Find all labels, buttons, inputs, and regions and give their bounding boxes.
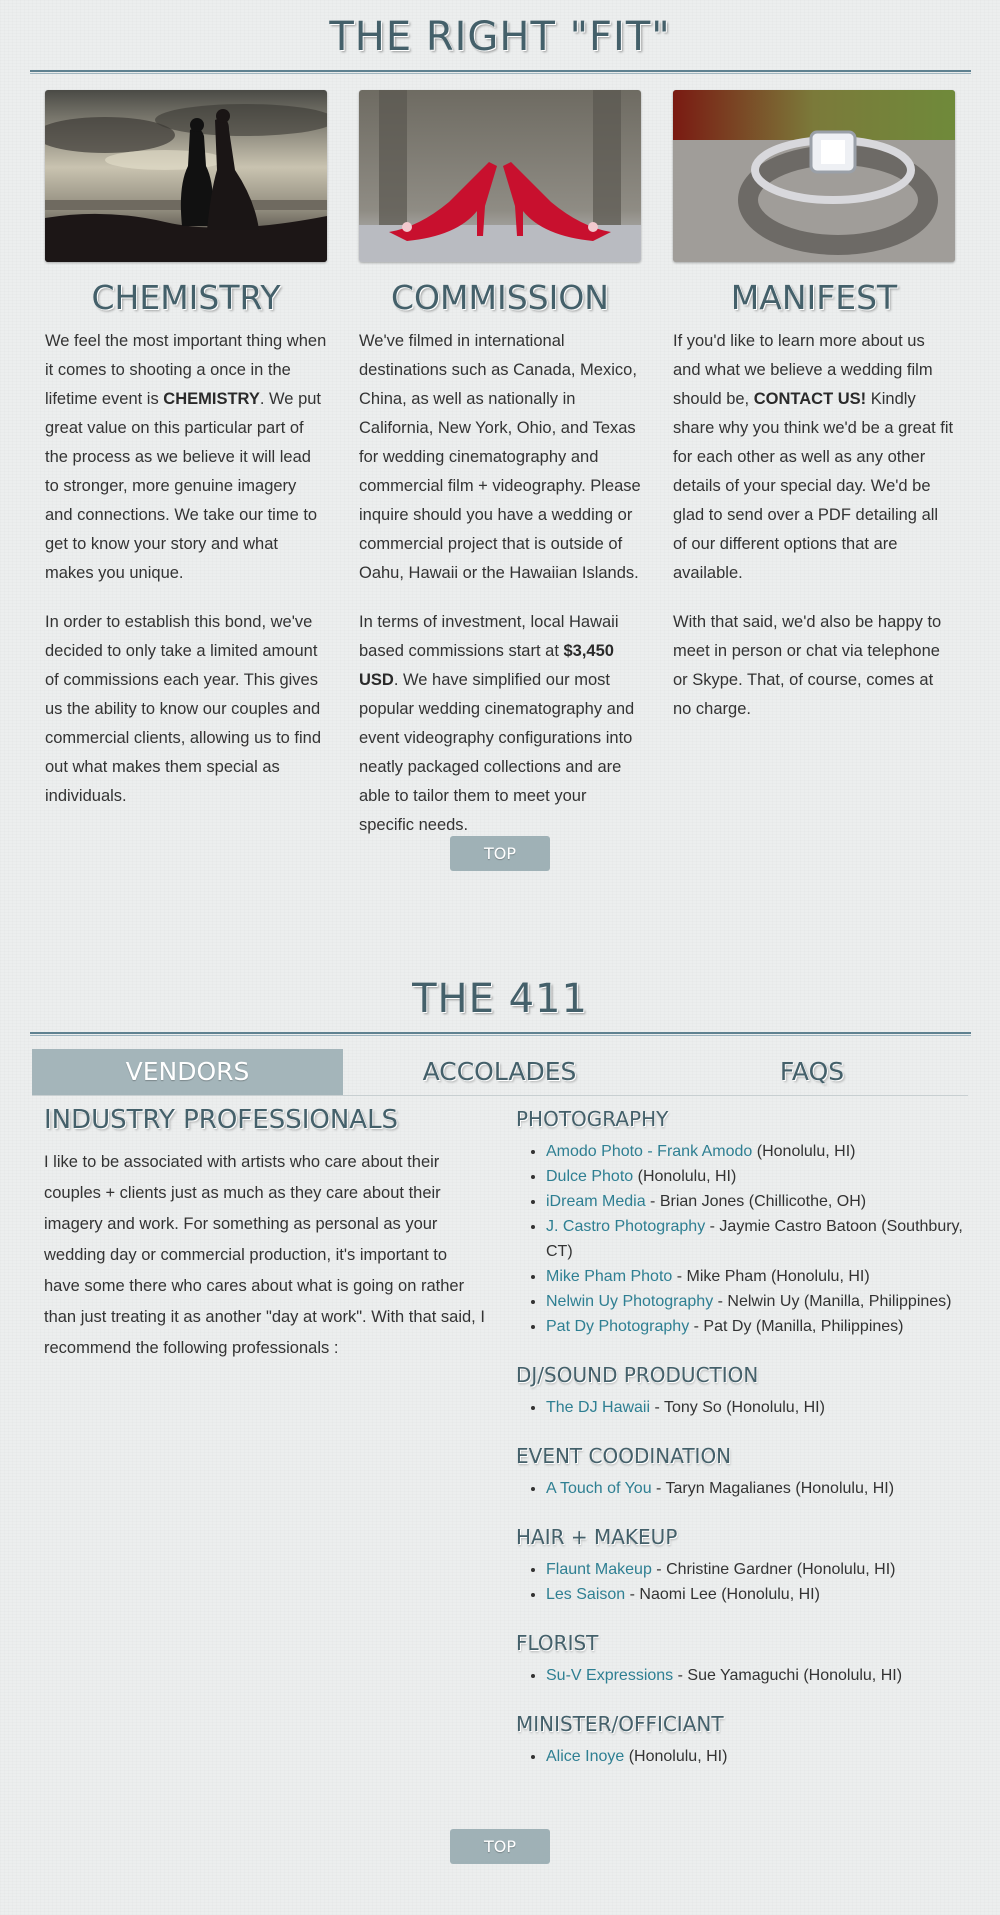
tab-vendors[interactable]: VENDORS (32, 1049, 343, 1095)
top-button[interactable]: TOP (450, 836, 550, 871)
list-item: • Mike Pham Photo - Mike Pham (Honolulu, HI) (546, 1264, 976, 1289)
list-item: • Amodo Photo - Frank Amodo (Honolulu, HI) (546, 1139, 976, 1164)
vendor-link[interactable]: J. Castro Photography (546, 1218, 706, 1235)
vendor-link[interactable]: Amodo Photo - Frank Amodo (546, 1143, 753, 1160)
chemistry-paragraph-2: In order to establish this bond, we've decided to only take a limited amount of commissions each year. This gives us the ability to know our couples and commercial clients, allowing us to find out what makes them special as individuals. (45, 613, 322, 805)
category-heading: FLORIST (516, 1631, 599, 1655)
vendor-list (516, 1107, 976, 1793)
vendor-link[interactable]: Mike Pham Photo (546, 1268, 673, 1285)
column-heading-manifest: MANIFEST (730, 278, 898, 317)
category-event-coordination (516, 1444, 976, 1501)
manifest-paragraph-1: If you'd like to learn more about us and what we believe a wedding film should be, CONTACT US! Kindly share why you think we'd be a great fit for each other as well as any other details of your special day. We'd be glad to send over a PDF detailing all of our different options that are available. (673, 332, 954, 582)
category-hair-makeup (516, 1525, 976, 1607)
list-item: • iDream Media - Brian Jones (Chillicothe, OH) (546, 1189, 976, 1214)
vendors-intro-text: I like to be associated with artists who care about their couples + clients just as much as they care about their imagery and work. For something as personal as your wedding day or commercial production, it's important to have some there who cares about what is going on rather than just treating it as another "day at work". With that said, I recommend the following professionals : (44, 1153, 485, 1357)
title-divider (30, 1032, 971, 1036)
vendor-link[interactable]: Pat Dy Photography (546, 1318, 690, 1335)
vendor-link[interactable]: The DJ Hawaii (546, 1399, 651, 1416)
commission-paragraph-1: We've filmed in international destinations such as Canada, Mexico, China, as well as nationally in California, New York, Ohio, and Texas for wedding cinematography and commercial film + videography. Please inquire should you have a wedding or commercial project that is outside of Oahu, Hawaii or the Hawaiian Islands. (359, 332, 641, 582)
top-button[interactable]: TOP (450, 1829, 550, 1864)
vendor-link[interactable]: Su-V Expressions (546, 1667, 674, 1684)
category-heading: EVENT COODINATION (516, 1444, 732, 1468)
vendor-link[interactable]: Dulce Photo (546, 1168, 634, 1185)
list-item: • A Touch of You - Taryn Magalianes (Honolulu, HI) (546, 1476, 976, 1501)
list-item: • J. Castro Photography - Jaymie Castro Batoon (Southbury, CT) (546, 1214, 976, 1264)
chemistry-paragraph-1: We feel the most important thing when it comes to shooting a once in the lifetime event is CHEMISTRY. We put great value on this particular part of the process as we believe it will lead to stronger, more genuine imagery and connections. We take our time to get to know your story and what makes you unique. (45, 332, 327, 582)
list-item: • Pat Dy Photography - Pat Dy (Manilla, Philippines) (546, 1314, 976, 1339)
vendors-intro (44, 1105, 486, 1364)
list-item: • Alice Inoye (Honolulu, HI) (546, 1744, 976, 1769)
vendor-link[interactable]: iDream Media (546, 1193, 646, 1210)
category-heading: MINISTER/OFFICIANT (516, 1712, 724, 1736)
vendor-link[interactable]: Les Saison (546, 1586, 626, 1603)
section-title-right-fit: THE RIGHT "FIT" (329, 14, 671, 60)
category-dj-sound (516, 1363, 976, 1420)
red-heels-photo (359, 90, 641, 262)
wedding-rings-photo (673, 90, 955, 262)
category-heading: DJ/SOUND PRODUCTION (516, 1363, 759, 1387)
industry-professionals-heading: INDUSTRY PROFESSIONALS (44, 1105, 399, 1135)
list-item: • Les Saison - Naomi Lee (Honolulu, HI) (546, 1582, 976, 1607)
column-heading-commission: COMMISSION (391, 278, 609, 317)
category-photography (516, 1107, 976, 1339)
commission-paragraph-2: In terms of investment, local Hawaii based commissions start at $3,450 USD. We have simplified our most popular wedding cinematography and event videography configurations into neatly packaged collections and are able to tailor them to meet your specific needs. (359, 613, 635, 834)
column-manifest (673, 90, 955, 744)
section-title-411: THE 411 (412, 976, 588, 1022)
tab-faqs[interactable]: FAQS (779, 1057, 845, 1086)
tab-bar (32, 1049, 968, 1096)
vendor-link[interactable]: Alice Inoye (546, 1748, 625, 1765)
couple-silhouette-photo (45, 90, 327, 262)
category-minister-officiant (516, 1712, 976, 1769)
list-item: • Flaunt Makeup - Christine Gardner (Honolulu, HI) (546, 1557, 976, 1582)
category-florist (516, 1631, 976, 1688)
category-heading: PHOTOGRAPHY (516, 1107, 669, 1131)
vendor-link[interactable]: A Touch of You (546, 1480, 652, 1497)
column-chemistry (45, 90, 327, 831)
tab-accolades[interactable]: ACCOLADES (422, 1057, 577, 1086)
column-heading-chemistry: CHEMISTRY (91, 278, 281, 317)
column-commission (359, 90, 641, 860)
list-item: • Nelwin Uy Photography - Nelwin Uy (Manilla, Philippines) (546, 1289, 976, 1314)
category-heading: HAIR + MAKEUP (516, 1525, 678, 1549)
list-item: • Su-V Expressions - Sue Yamaguchi (Honolulu, HI) (546, 1663, 976, 1688)
title-divider (30, 70, 971, 74)
vendor-link[interactable]: Nelwin Uy Photography (546, 1293, 714, 1310)
manifest-paragraph-2: With that said, we'd also be happy to meet in person or chat via telephone or Skype. That, of course, comes at no charge. (673, 613, 942, 718)
list-item: • Dulce Photo (Honolulu, HI) (546, 1164, 976, 1189)
list-item: • The DJ Hawaii - Tony So (Honolulu, HI) (546, 1395, 976, 1420)
vendor-link[interactable]: Flaunt Makeup (546, 1561, 652, 1578)
